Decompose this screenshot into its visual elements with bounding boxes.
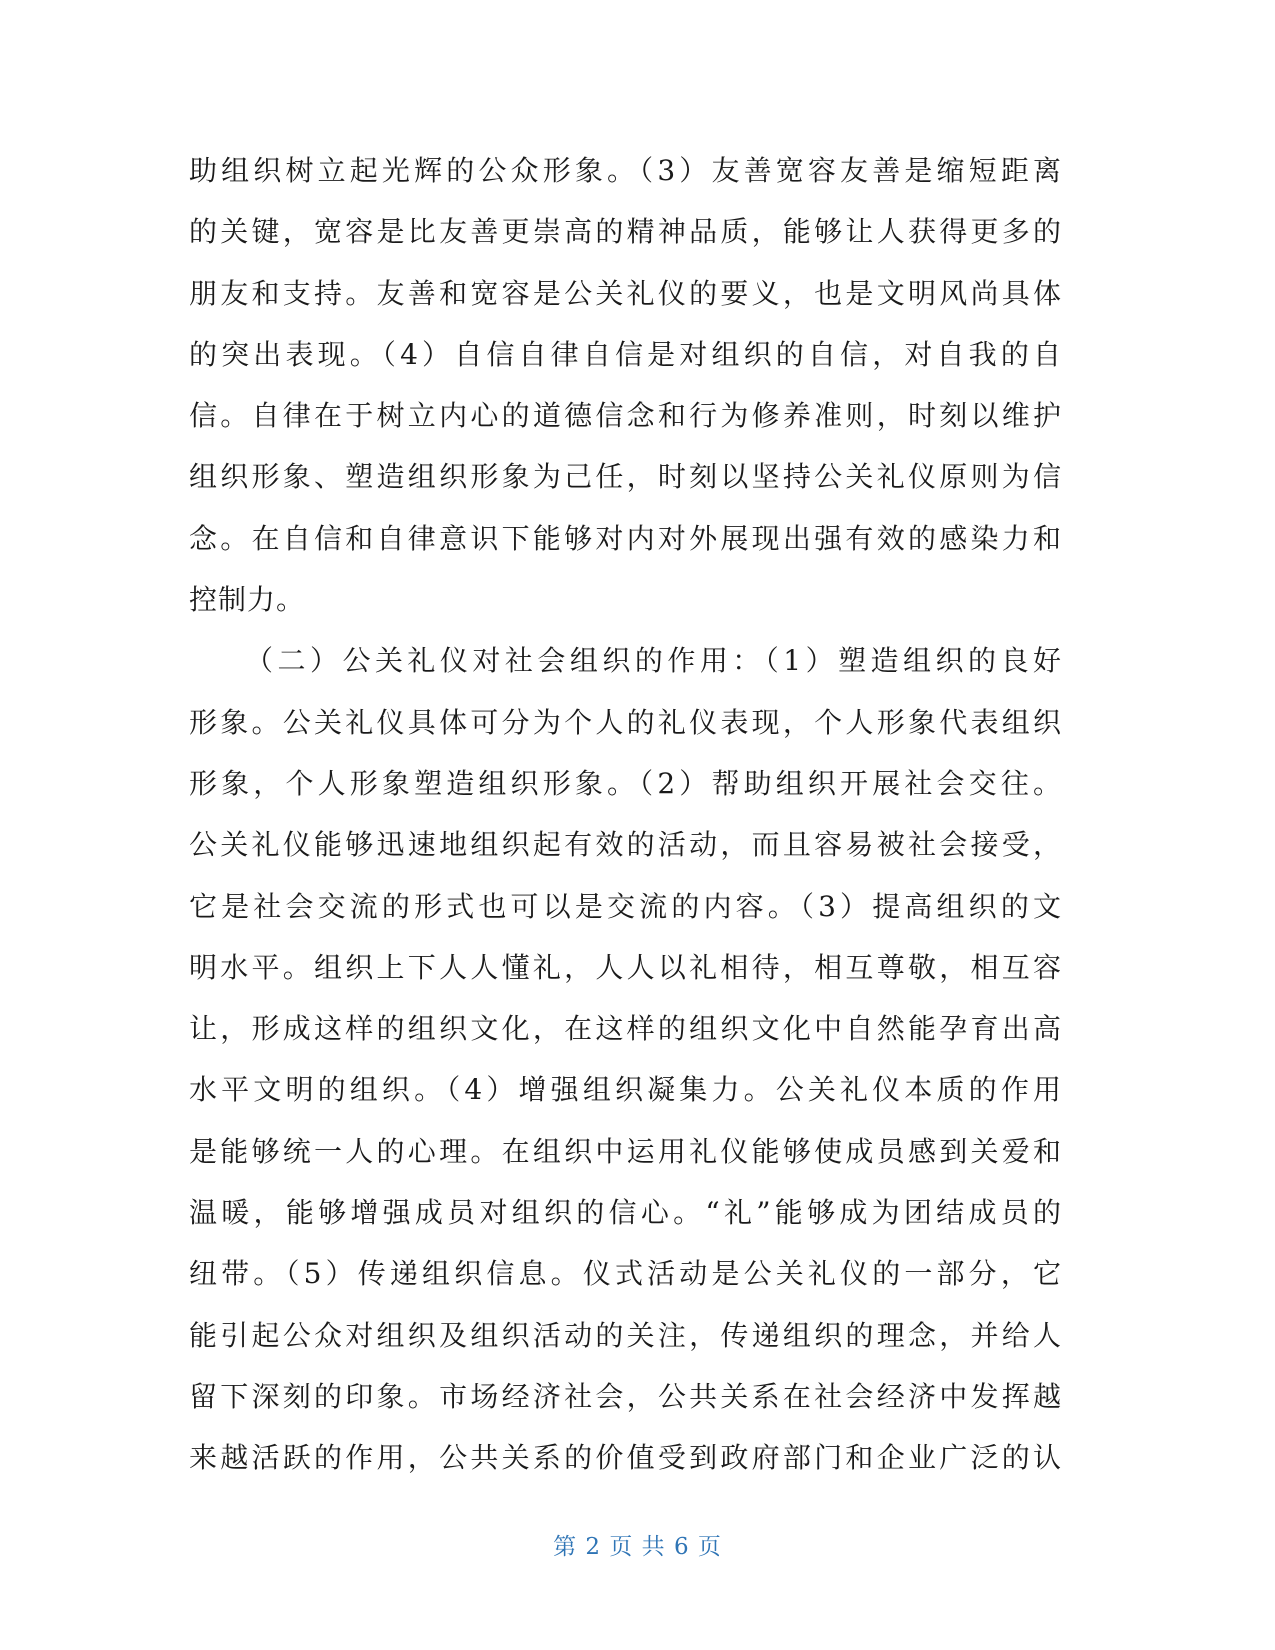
text-line: 留下深刻的印象。市场经济社会，公共关系在社会经济中发挥越	[189, 1379, 1062, 1413]
page-number-footer: 第 2 页 共 6 页	[553, 1534, 722, 1560]
text-line: 信。自律在于树立内心的道德信念和行为修养准则，时刻以维护	[189, 399, 1062, 433]
text-line: 纽带。（5）传递组织信息。仪式活动是公关礼仪的一部分，它	[189, 1257, 1062, 1291]
text-line: 水平文明的组织。（4）增强组织凝集力。公关礼仪本质的作用	[189, 1073, 1062, 1107]
text-line: 控制力。	[189, 583, 306, 617]
text-line: 的关键，宽容是比友善更崇高的精神品质，能够让人获得更多的	[189, 215, 1062, 249]
text-line: 念。在自信和自律意识下能够对内对外展现出强有效的感染力和	[189, 521, 1062, 555]
text-line: 组织形象、塑造组织形象为己任，时刻以坚持公关礼仪原则为信	[189, 460, 1062, 494]
body-text	[189, 140, 1062, 1489]
text-line: 让，形成这样的组织文化，在这样的组织文化中自然能孕育出高	[189, 1012, 1062, 1046]
text-line: 温暖，能够增强成员对组织的信心。“礼”能够成为团结成员的	[189, 1196, 1062, 1230]
text-line: 形象。公关礼仪具体可分为个人的礼仪表现，个人形象代表组织	[189, 705, 1062, 739]
text-line: 助组织树立起光辉的公众形象。（3）友善宽容友善是缩短距离	[189, 154, 1062, 187]
text-line: 能引起公众对组织及组织活动的关注，传递组织的理念，并给人	[189, 1318, 1062, 1352]
text-line: 形象，个人形象塑造组织形象。（2）帮助组织开展社会交往。	[189, 766, 1062, 800]
text-line: 它是社会交流的形式也可以是交流的内容。（3）提高组织的文	[189, 889, 1062, 923]
text-line: 朋友和支持。友善和宽容是公关礼仪的要义，也是文明风尚具体	[189, 276, 1062, 310]
text-line: 的突出表现。（4）自信自律自信是对组织的自信，对自我的自	[189, 337, 1062, 371]
text-line: 来越活跃的作用，公共关系的价值受到政府部门和企业广泛的认	[189, 1441, 1062, 1475]
text-line: 是能够统一人的心理。在组织中运用礼仪能够使成员感到关爱和	[189, 1134, 1062, 1168]
text-line: 公关礼仪能够迅速地组织起有效的活动，而且容易被社会接受，	[189, 828, 1062, 862]
text-line: 明水平。组织上下人人懂礼，人人以礼相待，相互尊敬，相互容	[189, 950, 1062, 984]
text-line: （二）公关礼仪对社会组织的作用：（1）塑造组织的良好	[245, 644, 1062, 678]
